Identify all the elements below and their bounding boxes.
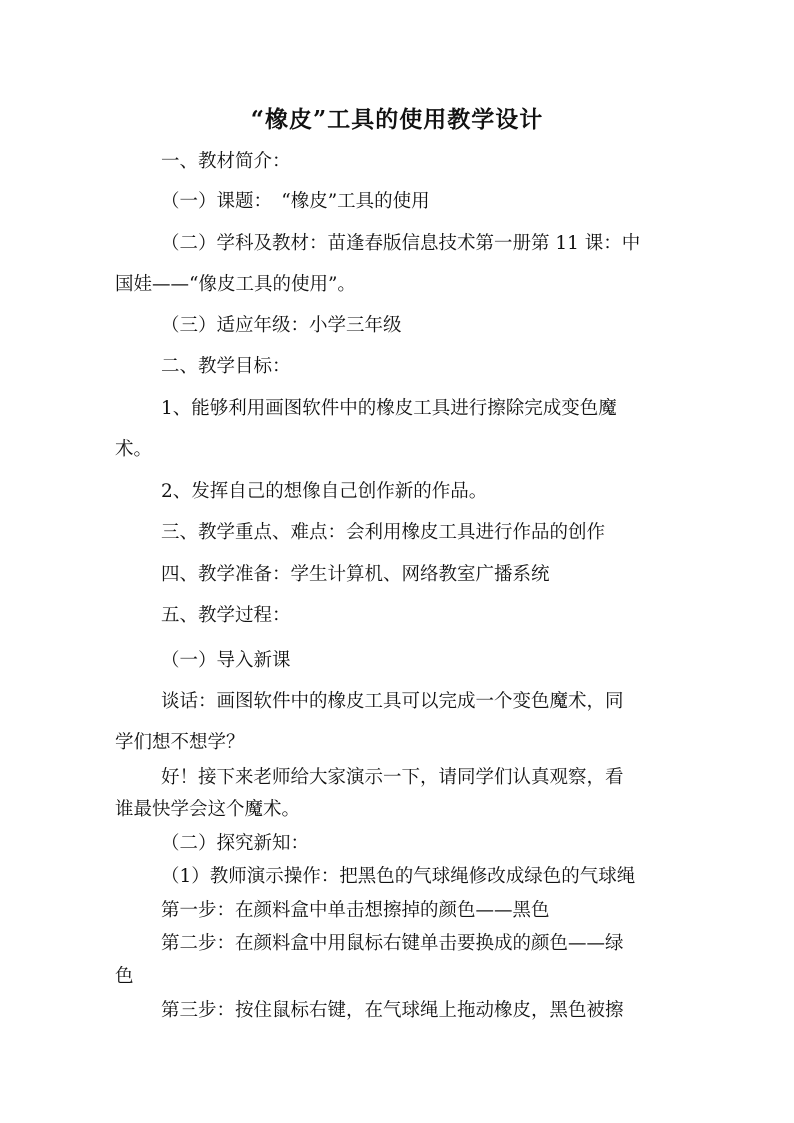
section-heading: 三、教学重点、难点：会利用橡皮工具进行作品的创作 <box>161 522 606 543</box>
section-heading: 四、教学准备：学生计算机、网络教室广播系统 <box>161 564 550 585</box>
text-line: 好！接下来老师给大家演示一下，请同学们认真观察，看 <box>161 767 624 788</box>
section-heading: 一、教材简介： <box>161 151 291 172</box>
text-line: 2、发挥自己的想像自己创作新的作品。 <box>161 481 488 502</box>
text-line: 学们想不想学？ <box>115 732 245 753</box>
text-line: （1）教师演示操作：把黑色的气球绳修改成绿色的气球绳 <box>161 866 636 887</box>
text-line: 1、能够利用画图软件中的橡皮工具进行擦除完成变色魔 <box>161 398 617 419</box>
text-line: （二）探究新知： <box>161 833 310 854</box>
text-line: 谁最快学会这个魔术。 <box>115 799 301 820</box>
text-line: 第三步：按住鼠标右键，在气球绳上拖动橡皮，黑色被擦 <box>161 1000 624 1021</box>
text-line: （三）适应年级：小学三年级 <box>161 315 402 336</box>
document-title: “橡皮”工具的使用教学设计 <box>250 106 544 133</box>
text-line: （一）导入新课 <box>161 650 291 671</box>
text-line: （一）课题： “橡皮”工具的使用 <box>161 191 430 212</box>
section-heading: 五、教学过程： <box>161 605 291 626</box>
text-line: 术。 <box>115 439 153 460</box>
text-line: 第二步：在颜料盒中用鼠标右键单击要换成的颜色——绿 <box>161 933 624 954</box>
text-line: 谈话：画图软件中的橡皮工具可以完成一个变色魔术，同 <box>161 691 624 712</box>
text-line: 国娃——“像皮工具的使用”。 <box>115 274 356 295</box>
section-heading: 二、教学目标： <box>161 356 291 377</box>
text-line: 第一步：在颜料盒中单击想擦掉的颜色——黑色 <box>161 900 550 921</box>
text-line: （二）学科及教材：苗逢春版信息技术第一册第 11 课：中 <box>161 233 641 254</box>
text-line: 色 <box>115 966 134 987</box>
